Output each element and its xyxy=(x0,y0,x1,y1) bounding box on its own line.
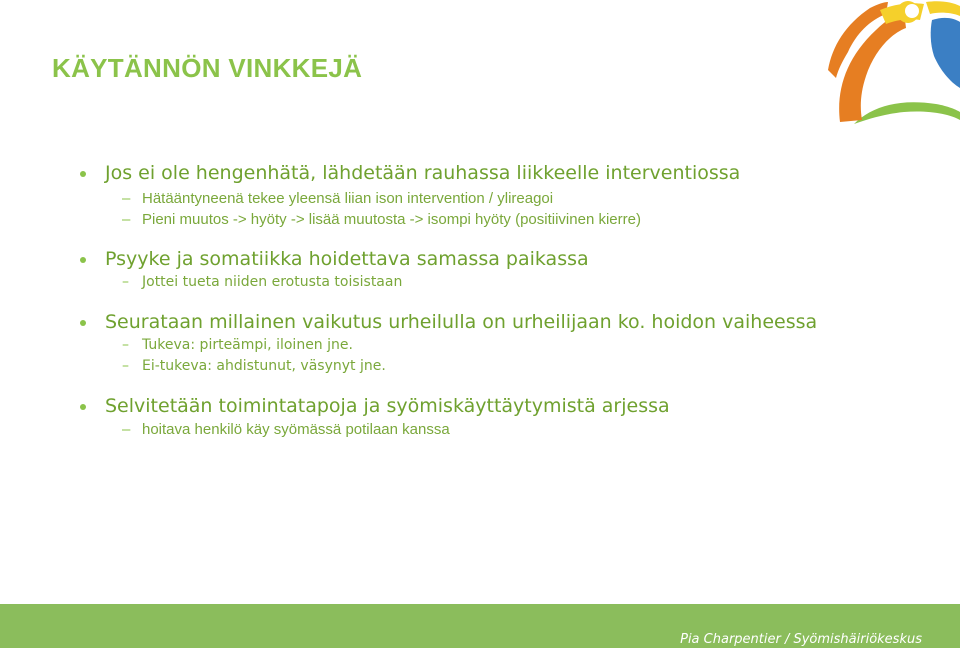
bullet-group-4 xyxy=(78,393,938,440)
footer-bar xyxy=(0,604,960,648)
bullet-group-2 xyxy=(78,246,938,293)
sub-item: – Pieni muutos -> hyöty -> lisää muutosta -> isompi hyöty (positiivinen kierre) xyxy=(122,209,938,230)
sub-list xyxy=(78,335,938,377)
bullet-group-3 xyxy=(78,309,938,377)
sub-list xyxy=(78,272,938,293)
sub-item: – Ei-tukeva: ahdistunut, väsynyt jne. xyxy=(122,356,938,377)
sub-item: – hoitava henkilö käy syömässä potilaan kanssa xyxy=(122,419,938,440)
bullet-item: Selvitetään toimintatapoja ja syömiskäyttäytymistä arjessa xyxy=(78,393,938,419)
sub-item: – Tukeva: pirteämpi, iloinen jne. xyxy=(122,335,938,356)
bullet-item: Seurataan millainen vaikutus urheilulla on urheilijaan ko. hoidon vaiheessa xyxy=(78,309,938,335)
runner-logo-icon xyxy=(800,0,960,125)
bullet-list xyxy=(78,160,938,456)
bullet-item: Psyyke ja somatiikka hoidettava samassa paikassa xyxy=(78,246,938,272)
bullet-item: Jos ei ole hengenhätä, lähdetään rauhassa liikkeelle interventiossa xyxy=(78,160,938,186)
footer-author: Pia Charpentier / Syömishäiriökeskus xyxy=(680,632,922,647)
page-title: KÄYTÄNNÖN VINKKEJÄ xyxy=(52,53,363,83)
sub-item: – Hätääntyneenä tekee yleensä liian ison intervention / ylireagoi xyxy=(122,188,938,209)
sub-list xyxy=(78,188,938,230)
bullet-group-1 xyxy=(78,160,938,230)
sub-list xyxy=(78,419,938,440)
sub-item: – Jottei tueta niiden erotusta toisistaan xyxy=(122,272,938,293)
